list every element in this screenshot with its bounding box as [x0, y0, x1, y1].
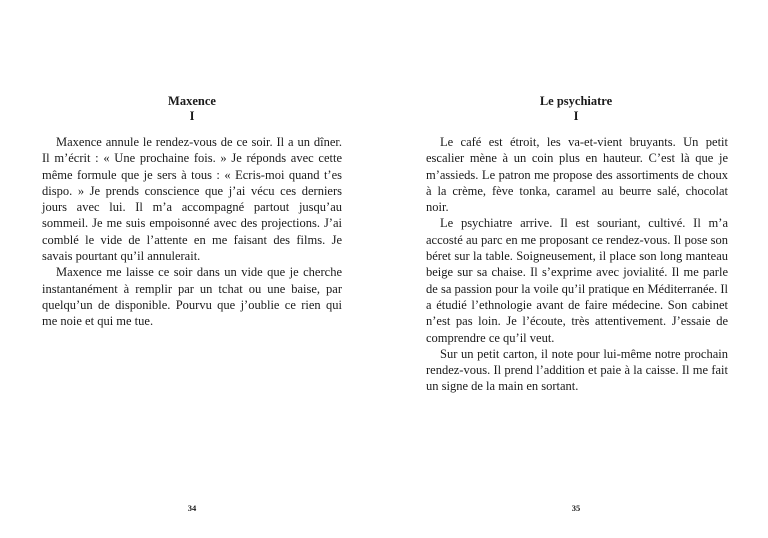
chapter-title: Le psychiatre [539, 94, 613, 108]
page-number: 35 [571, 503, 581, 513]
chapter-number: I [189, 109, 195, 123]
chapter-number: I [573, 109, 579, 123]
chapter-heading [0, 94, 384, 124]
paragraph: Sur un petit carton, il note pour lui-même notre prochain rendez-vous. Il prend l’addition et paie à la caisse. Il me fait un signe de la main en sortant. [426, 346, 728, 394]
right-page [384, 0, 768, 538]
body-text [42, 134, 342, 330]
body-text [426, 134, 728, 395]
paragraph: Le psychiatre arrive. Il est souriant, cultivé. Il m’a accosté au parc en me proposant ce rendez-vous. Il pose son béret sur la table. Soigneusement, il place son long manteau beige sur sa chaise. Il s’exprime avec jovialité. Il me parle de sa passion pour la voile qu’il pratique en Méditerranée. Il a étudié l’ethnologie avant de faire médecine. Son cabinet n’est pas loin. Je l’écoute, très attentivement. J’essaie de comprendre ce qu’il veut. [426, 216, 728, 345]
chapter-heading [384, 94, 768, 124]
chapter-title: Maxence [168, 94, 216, 108]
paragraph: Maxence me laisse ce soir dans un vide que je cherche instantanément à remplir par un tchat ou une baise, par quelqu’un de disponible. Pourvu que j’oublie ce rien qui me noie et qui me tue. [42, 265, 342, 329]
paragraph: Le café est étroit, les va-et-vient bruyants. Un petit escalier mène à un coin plus en hauteur. C’est là que je m’assieds. Le patron me propose des assortiments de choux à la crème, fève tonka, caramel au beurre salé, chocolat noir. [426, 135, 728, 215]
page-number: 34 [187, 503, 197, 513]
paragraph: Maxence annule le rendez-vous de ce soir. Il a un dîner. Il m’écrit : « Une prochaine fois. » Je réponds avec cette même formule que je sers à tous : « Ecris-moi quand t’es dispo. » Je prends conscience que j’ai vécu ces derniers jours avec lui. Il m’a accompagné partout jusqu’au sommeil. Je me suis empoisonné avec des projections. J’ai comblé le vide de l’attente en me faisant des films. Je savais pourtant qu’il annulerait. [42, 135, 342, 264]
